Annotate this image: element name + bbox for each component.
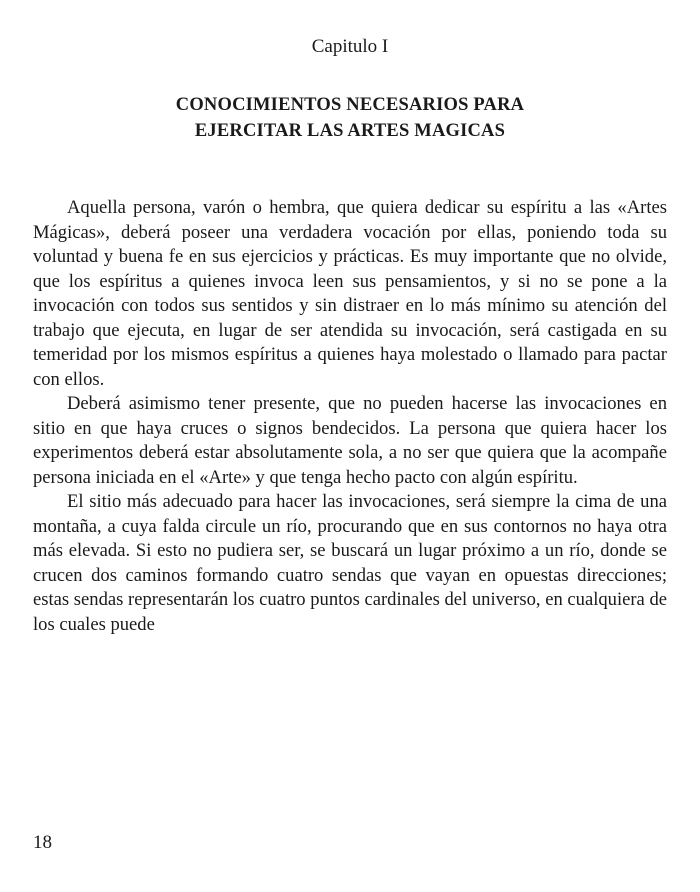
paragraph-1: Aquella persona, varón o hembra, que quiera dedicar su espíritu a las «Artes Mágicas», deberá poseer una verdadera vocación por ellas, poniendo toda su voluntad y buena fe en sus ejercicios y prácticas. Es muy importante que no olvide, que los espíritus a quienes invoca leen sus pensamientos, y si no se pone a la invocación con todos sus sentidos y sin distraer en lo más mínimo su atención del trabajo que ejecuta, en lugar de ser atendida su invocación, será castigada en su temeridad por los mismos espíritus a quienes haya molestado o llamado para pactar con ellos. [33,197,667,390]
chapter-title-line-1: CONOCIMIENTOS NECESARIOS PARA [175,95,525,115]
body-text [33,196,667,637]
chapter-title-line-2: EJERCITAR LAS ARTES MAGICAS [194,121,506,141]
page-number: 18 [33,832,52,853]
chapter-title [0,92,700,144]
chapter-label: Capitulo I [311,36,389,57]
paragraph-3: El sitio más adecuado para hacer las invocaciones, será siempre la cima de una montaña, a cuya falda circule un río, procurando que en sus contornos no haya otra más elevada. Si esto no pudiera ser, se buscará un lugar próximo a un río, donde se crucen dos caminos formando cuatro sendas que vayan en opuestas direcciones; estas sendas representarán los cuatro puntos cardinales del universo, en cualquiera de los cuales puede [33,491,668,635]
paragraph-2: Deberá asimismo tener presente, que no pueden hacerse las invocaciones en sitio en que haya cruces o signos bendecidos. La persona que quiera hacer los experimentos deberá estar absolutamente sola, a no ser que quiera que la acompañe persona iniciada en el «Arte» y que tenga hecho pacto con algún espíritu. [33,393,667,488]
